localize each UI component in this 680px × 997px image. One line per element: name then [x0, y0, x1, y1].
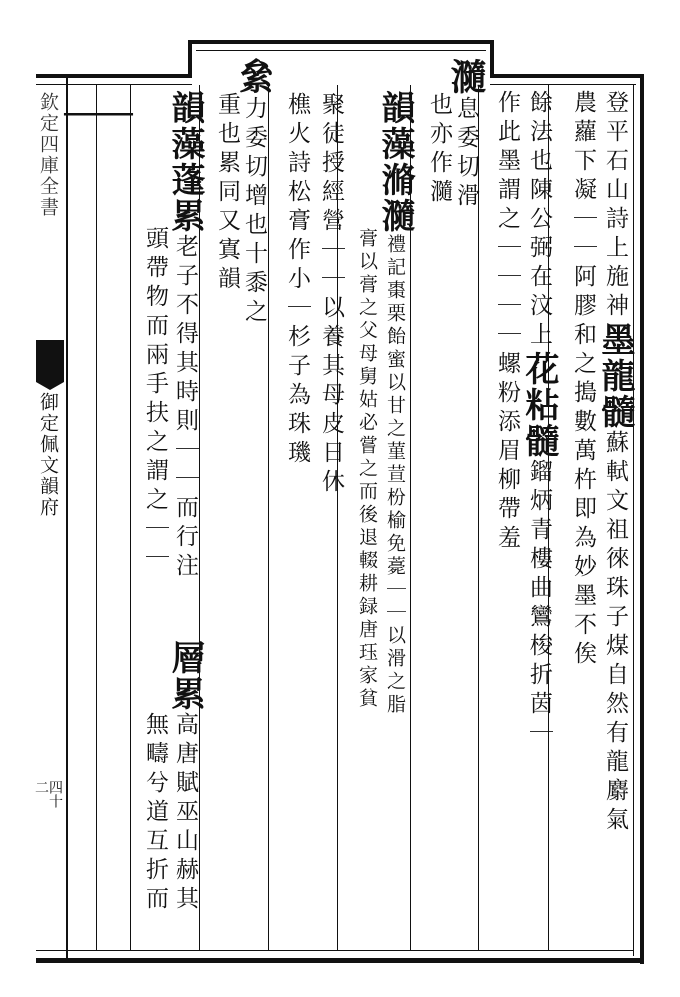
margin-divider — [66, 78, 68, 958]
headword: 韻藻 — [165, 90, 205, 162]
frame-top-step-left — [188, 40, 192, 78]
column-text: 登平石山詩上施神 — [602, 90, 628, 322]
headword: ｜ — [59, 96, 101, 134]
headword: 韻藻 — [375, 90, 415, 162]
fish-label: 御定佩文韻府 — [37, 392, 59, 518]
headword: ｜ — [91, 96, 133, 134]
column-text: 阿膠和之搗數萬杵即為妙墨不俟 — [570, 264, 596, 670]
frame-top-left — [36, 74, 192, 78]
text-column — [59, 96, 101, 156]
frame-top-inner-right — [490, 84, 636, 85]
column-text: 農蘿下凝｜｜ — [570, 90, 596, 264]
headword: 蓬累 — [165, 162, 205, 234]
frame-top-right — [490, 74, 642, 78]
text-column — [91, 96, 133, 156]
text-column — [558, 90, 594, 950]
text-column — [165, 640, 205, 950]
column-text: 高唐賦巫山赫其 — [172, 712, 198, 915]
headword: 滫瀡 — [375, 162, 415, 234]
frame-right — [640, 74, 644, 964]
column-text: 老子不得其時則｜｜而行注 — [172, 234, 198, 582]
book-title: 欽定四庫全書 — [37, 92, 59, 218]
text-column — [306, 92, 342, 952]
headword: 墨龍髓 — [595, 322, 635, 430]
frame-bottom — [36, 958, 644, 963]
column-rule — [96, 85, 97, 950]
frame-top-center — [188, 40, 494, 44]
text-column — [414, 92, 450, 952]
headword: 層累 — [165, 640, 205, 712]
page-number: 四十二 — [33, 780, 63, 808]
column-text: 重也累同又寘韻 — [214, 92, 240, 295]
column-text: 膏以膏之父母舅姑必嘗之而後退輟耕録唐珏家貧 — [356, 228, 378, 711]
frame-right-inner — [633, 84, 634, 956]
frame-top-step-right — [490, 40, 494, 78]
headword: 絫 — [233, 58, 275, 96]
column-text: 無疇兮道互折而 — [142, 712, 168, 915]
column-text: 鎦炳青樓曲鸞梭折茵｜ — [526, 459, 552, 749]
text-column — [342, 228, 376, 948]
column-text: 餘法也陳公弼在汶上 — [526, 90, 552, 351]
text-column — [132, 712, 166, 948]
column-text: 頭帶物而兩手扶之謂之｜｜ — [142, 226, 168, 574]
headword: 花粘髓 — [519, 351, 559, 459]
text-column — [519, 90, 559, 950]
fish-tail-mark — [36, 340, 64, 382]
text-column — [272, 92, 308, 952]
column-rule — [130, 85, 131, 950]
text-column — [482, 90, 518, 950]
column-text: 力委切增也十黍之 — [241, 96, 267, 328]
frame-top-inner-left — [36, 84, 192, 85]
text-column — [595, 90, 635, 950]
text-column — [202, 92, 238, 952]
column-text: 樵火詩松膏作小｜杉子為珠璣 — [284, 92, 310, 469]
column-text: 聚徒授經營｜｜以養其母皮日休 — [318, 92, 344, 498]
headword: 瀡 — [445, 58, 487, 96]
column-text: 也亦作瀡 — [426, 92, 452, 208]
column-text: 作此墨謂之｜｜｜ — [494, 90, 520, 322]
column-text: ｜螺粉添眉柳帶羞 — [494, 322, 520, 554]
column-text: 息委切滑 — [453, 96, 479, 212]
frame-top-inner — [196, 50, 486, 51]
column-text: 禮記棗栗飴蜜以甘之菫荁枌榆免薧｜｜以滑之脂 — [384, 234, 406, 717]
text-column — [445, 58, 487, 918]
column-text: 蘇軾文祖徠珠子煤自然有龍麝氣 — [602, 430, 628, 836]
text-column — [233, 58, 275, 918]
text-column — [375, 90, 415, 950]
